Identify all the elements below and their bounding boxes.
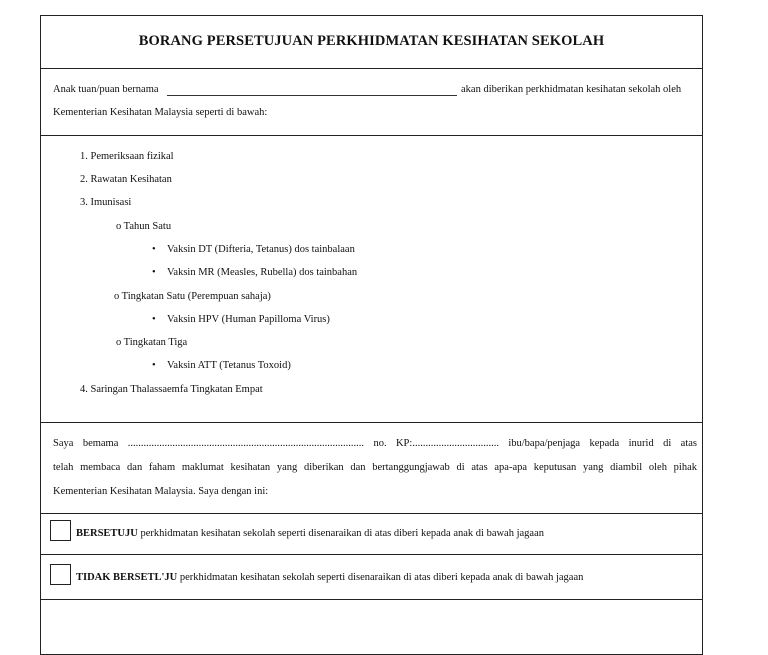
disagree-option-text — [76, 572, 583, 583]
group-tingkatan-tiga: o Tingkatan Tiga — [116, 337, 188, 348]
disagree-checkbox[interactable] — [50, 564, 71, 585]
vaccine-mr: Vaksin MR (Measles, Rubella) dos tainbahan — [167, 267, 358, 278]
declaration-line-1: Saya bemama .......................................................................................... no. KP:................................. ibu/bapa/penjaga kepada inurid di atas — [53, 438, 697, 449]
agree-label: BERSETUJU — [76, 528, 138, 539]
service-item-4: 4. Saringan Thalassaemfa Tingkatan Empat — [80, 384, 263, 395]
bullet-icon: • — [152, 314, 156, 325]
bullet-icon: • — [152, 360, 156, 371]
declaration-line-3: Kementerian Kesihatan Malaysia. Saya dengan ini: — [53, 486, 269, 497]
vaccine-att: Vaksin ATT (Tetanus Toxoid) — [167, 360, 291, 371]
child-name-line[interactable] — [167, 95, 457, 96]
agree-checkbox[interactable] — [50, 520, 71, 541]
consent-form — [40, 15, 703, 655]
disagree-label: TIDAK BERSETL'JU — [76, 572, 178, 583]
agree-option-text — [76, 528, 544, 539]
group-tingkatan-satu: o Tingkatan Satu (Perempuan sahaja) — [114, 291, 271, 302]
service-item-3: 3. Imunisasi — [80, 197, 132, 208]
form-title: BORANG PERSETUJUAN PERKHIDMATAN KESIHATAN SEKOLAH — [138, 33, 605, 49]
agree-description: perkhidmatan kesihatan sekolah seperti disenaraikan di atas diberi kepada anak di bawah jagaan — [140, 528, 544, 539]
divider — [41, 554, 702, 555]
disagree-description: perkhidmatan kesihatan sekolah seperti disenaraikan di atas diberi kepada anak di bawah jagaan — [179, 572, 584, 583]
divider — [41, 135, 702, 136]
service-item-2: 2. Rawatan Kesihatan — [80, 174, 172, 185]
intro-prefix: Anak tuan/puan bernama — [53, 84, 159, 95]
intro-line-2: Kementerian Kesihatan Malaysia seperti di bawah: — [53, 107, 268, 118]
bullet-icon: • — [152, 244, 156, 255]
service-item-1: 1. Pemeriksaan fizikal — [80, 151, 174, 162]
vaccine-hpv: Vaksin HPV (Human Papilloma Virus) — [167, 314, 330, 325]
divider — [41, 513, 702, 514]
intro-suffix: akan diberikan perkhidmatan kesihatan sekolah oleh — [461, 84, 682, 95]
declaration-line-2: telah membaca dan faham maklumat kesihatan yang diberikan dan bertanggungjawab di atas apa-apa keputusan yang diambil oleh pihak — [53, 462, 697, 473]
vaccine-dt: Vaksin DT (Difteria, Tetanus) dos tainbalaan — [167, 244, 355, 255]
divider — [41, 68, 702, 69]
bullet-icon: • — [152, 267, 156, 278]
divider — [41, 422, 702, 423]
group-tahun-satu: o Tahun Satu — [116, 221, 172, 232]
divider — [41, 599, 702, 600]
